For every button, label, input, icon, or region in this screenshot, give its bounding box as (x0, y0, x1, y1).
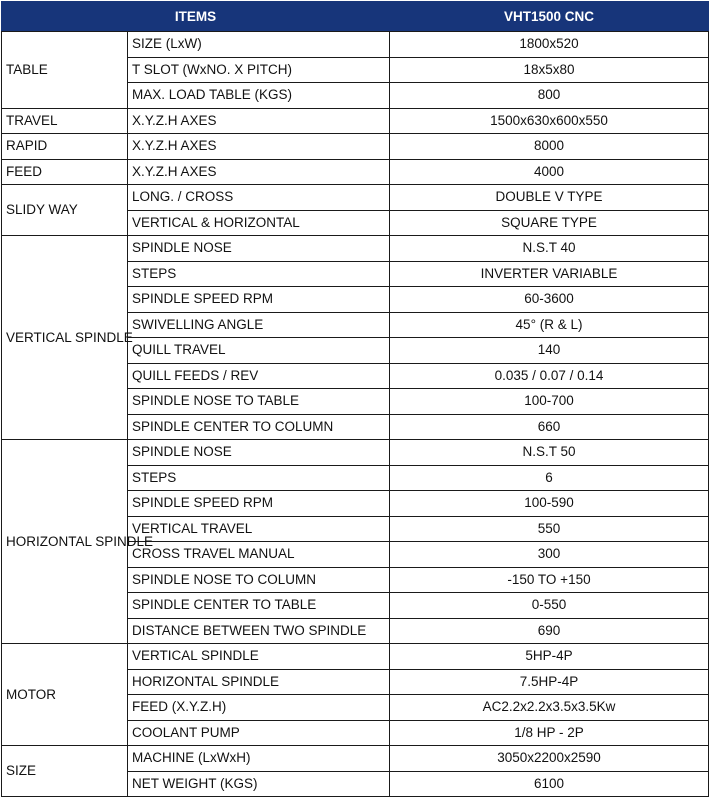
item-cell: SIZE (LxW) (128, 32, 390, 58)
value-cell: 6100 (390, 771, 709, 797)
table-row (2, 108, 709, 134)
category-cell: TABLE (2, 32, 128, 109)
value-cell: 8000 (390, 134, 709, 160)
value-cell: 1/8 HP - 2P (390, 720, 709, 746)
table-row (2, 134, 709, 160)
value-cell: 1800x520 (390, 32, 709, 58)
item-cell: SPINDLE CENTER TO COLUMN (128, 414, 390, 440)
item-cell: X.Y.Z.H AXES (128, 108, 390, 134)
item-cell: SPINDLE CENTER TO TABLE (128, 593, 390, 619)
value-cell: 140 (390, 338, 709, 364)
item-cell: STEPS (128, 465, 390, 491)
value-cell: DOUBLE V TYPE (390, 185, 709, 211)
value-cell: -150 TO +150 (390, 567, 709, 593)
item-cell: MAX. LOAD TABLE (KGS) (128, 83, 390, 109)
value-cell: 18x5x80 (390, 57, 709, 83)
table-row (2, 746, 709, 772)
value-cell: SQUARE TYPE (390, 210, 709, 236)
category-cell: SLIDY WAY (2, 185, 128, 236)
item-cell: MACHINE (LxWxH) (128, 746, 390, 772)
value-cell: 300 (390, 542, 709, 568)
item-cell: SPINDLE SPEED RPM (128, 491, 390, 517)
table-row (2, 32, 709, 58)
value-cell: 690 (390, 618, 709, 644)
item-cell: FEED (X.Y.Z.H) (128, 695, 390, 721)
value-cell: 100-590 (390, 491, 709, 517)
category-cell: FEED (2, 159, 128, 185)
item-cell: STEPS (128, 261, 390, 287)
item-cell: T SLOT (WxNO. X PITCH) (128, 57, 390, 83)
item-cell: DISTANCE BETWEEN TWO SPINDLE (128, 618, 390, 644)
category-cell: MOTOR (2, 644, 128, 746)
item-cell: VERTICAL SPINDLE (128, 644, 390, 670)
table-row (2, 440, 709, 466)
value-cell: N.S.T 50 (390, 440, 709, 466)
value-cell: 0-550 (390, 593, 709, 619)
item-cell: X.Y.Z.H AXES (128, 159, 390, 185)
header-row (2, 2, 709, 32)
items-header: ITEMS (2, 2, 390, 32)
value-cell: 0.035 / 0.07 / 0.14 (390, 363, 709, 389)
value-cell: 45° (R & L) (390, 312, 709, 338)
value-cell: 3050x2200x2590 (390, 746, 709, 772)
value-cell: 550 (390, 516, 709, 542)
value-cell: 100-700 (390, 389, 709, 415)
item-cell: LONG. / CROSS (128, 185, 390, 211)
category-cell: RAPID (2, 134, 128, 160)
item-cell: SPINDLE SPEED RPM (128, 287, 390, 313)
category-cell: HORIZONTAL SPINDLE (2, 440, 128, 644)
category-cell: SIZE (2, 746, 128, 797)
spec-table (1, 1, 709, 797)
table-row (2, 185, 709, 211)
spec-body (2, 32, 709, 797)
category-cell: VERTICAL SPINDLE (2, 236, 128, 440)
item-cell: SPINDLE NOSE TO TABLE (128, 389, 390, 415)
item-cell: SPINDLE NOSE (128, 440, 390, 466)
value-cell: 7.5HP-4P (390, 669, 709, 695)
category-cell: TRAVEL (2, 108, 128, 134)
item-cell: SPINDLE NOSE (128, 236, 390, 262)
table-row (2, 236, 709, 262)
value-cell: INVERTER VARIABLE (390, 261, 709, 287)
item-cell: VERTICAL TRAVEL (128, 516, 390, 542)
value-cell: 4000 (390, 159, 709, 185)
value-cell: 800 (390, 83, 709, 109)
item-cell: QUILL FEEDS / REV (128, 363, 390, 389)
model-header: VHT1500 CNC (390, 2, 709, 32)
item-cell: VERTICAL & HORIZONTAL (128, 210, 390, 236)
value-cell: 5HP-4P (390, 644, 709, 670)
item-cell: QUILL TRAVEL (128, 338, 390, 364)
item-cell: NET WEIGHT (KGS) (128, 771, 390, 797)
table-row (2, 159, 709, 185)
item-cell: SPINDLE NOSE TO COLUMN (128, 567, 390, 593)
value-cell: 60-3600 (390, 287, 709, 313)
item-cell: CROSS TRAVEL MANUAL (128, 542, 390, 568)
value-cell: 1500x630x600x550 (390, 108, 709, 134)
value-cell: AC2.2x2.2x3.5x3.5Kw (390, 695, 709, 721)
item-cell: X.Y.Z.H AXES (128, 134, 390, 160)
table-row (2, 644, 709, 670)
value-cell: N.S.T 40 (390, 236, 709, 262)
value-cell: 6 (390, 465, 709, 491)
item-cell: COOLANT PUMP (128, 720, 390, 746)
item-cell: SWIVELLING ANGLE (128, 312, 390, 338)
item-cell: HORIZONTAL SPINDLE (128, 669, 390, 695)
value-cell: 660 (390, 414, 709, 440)
